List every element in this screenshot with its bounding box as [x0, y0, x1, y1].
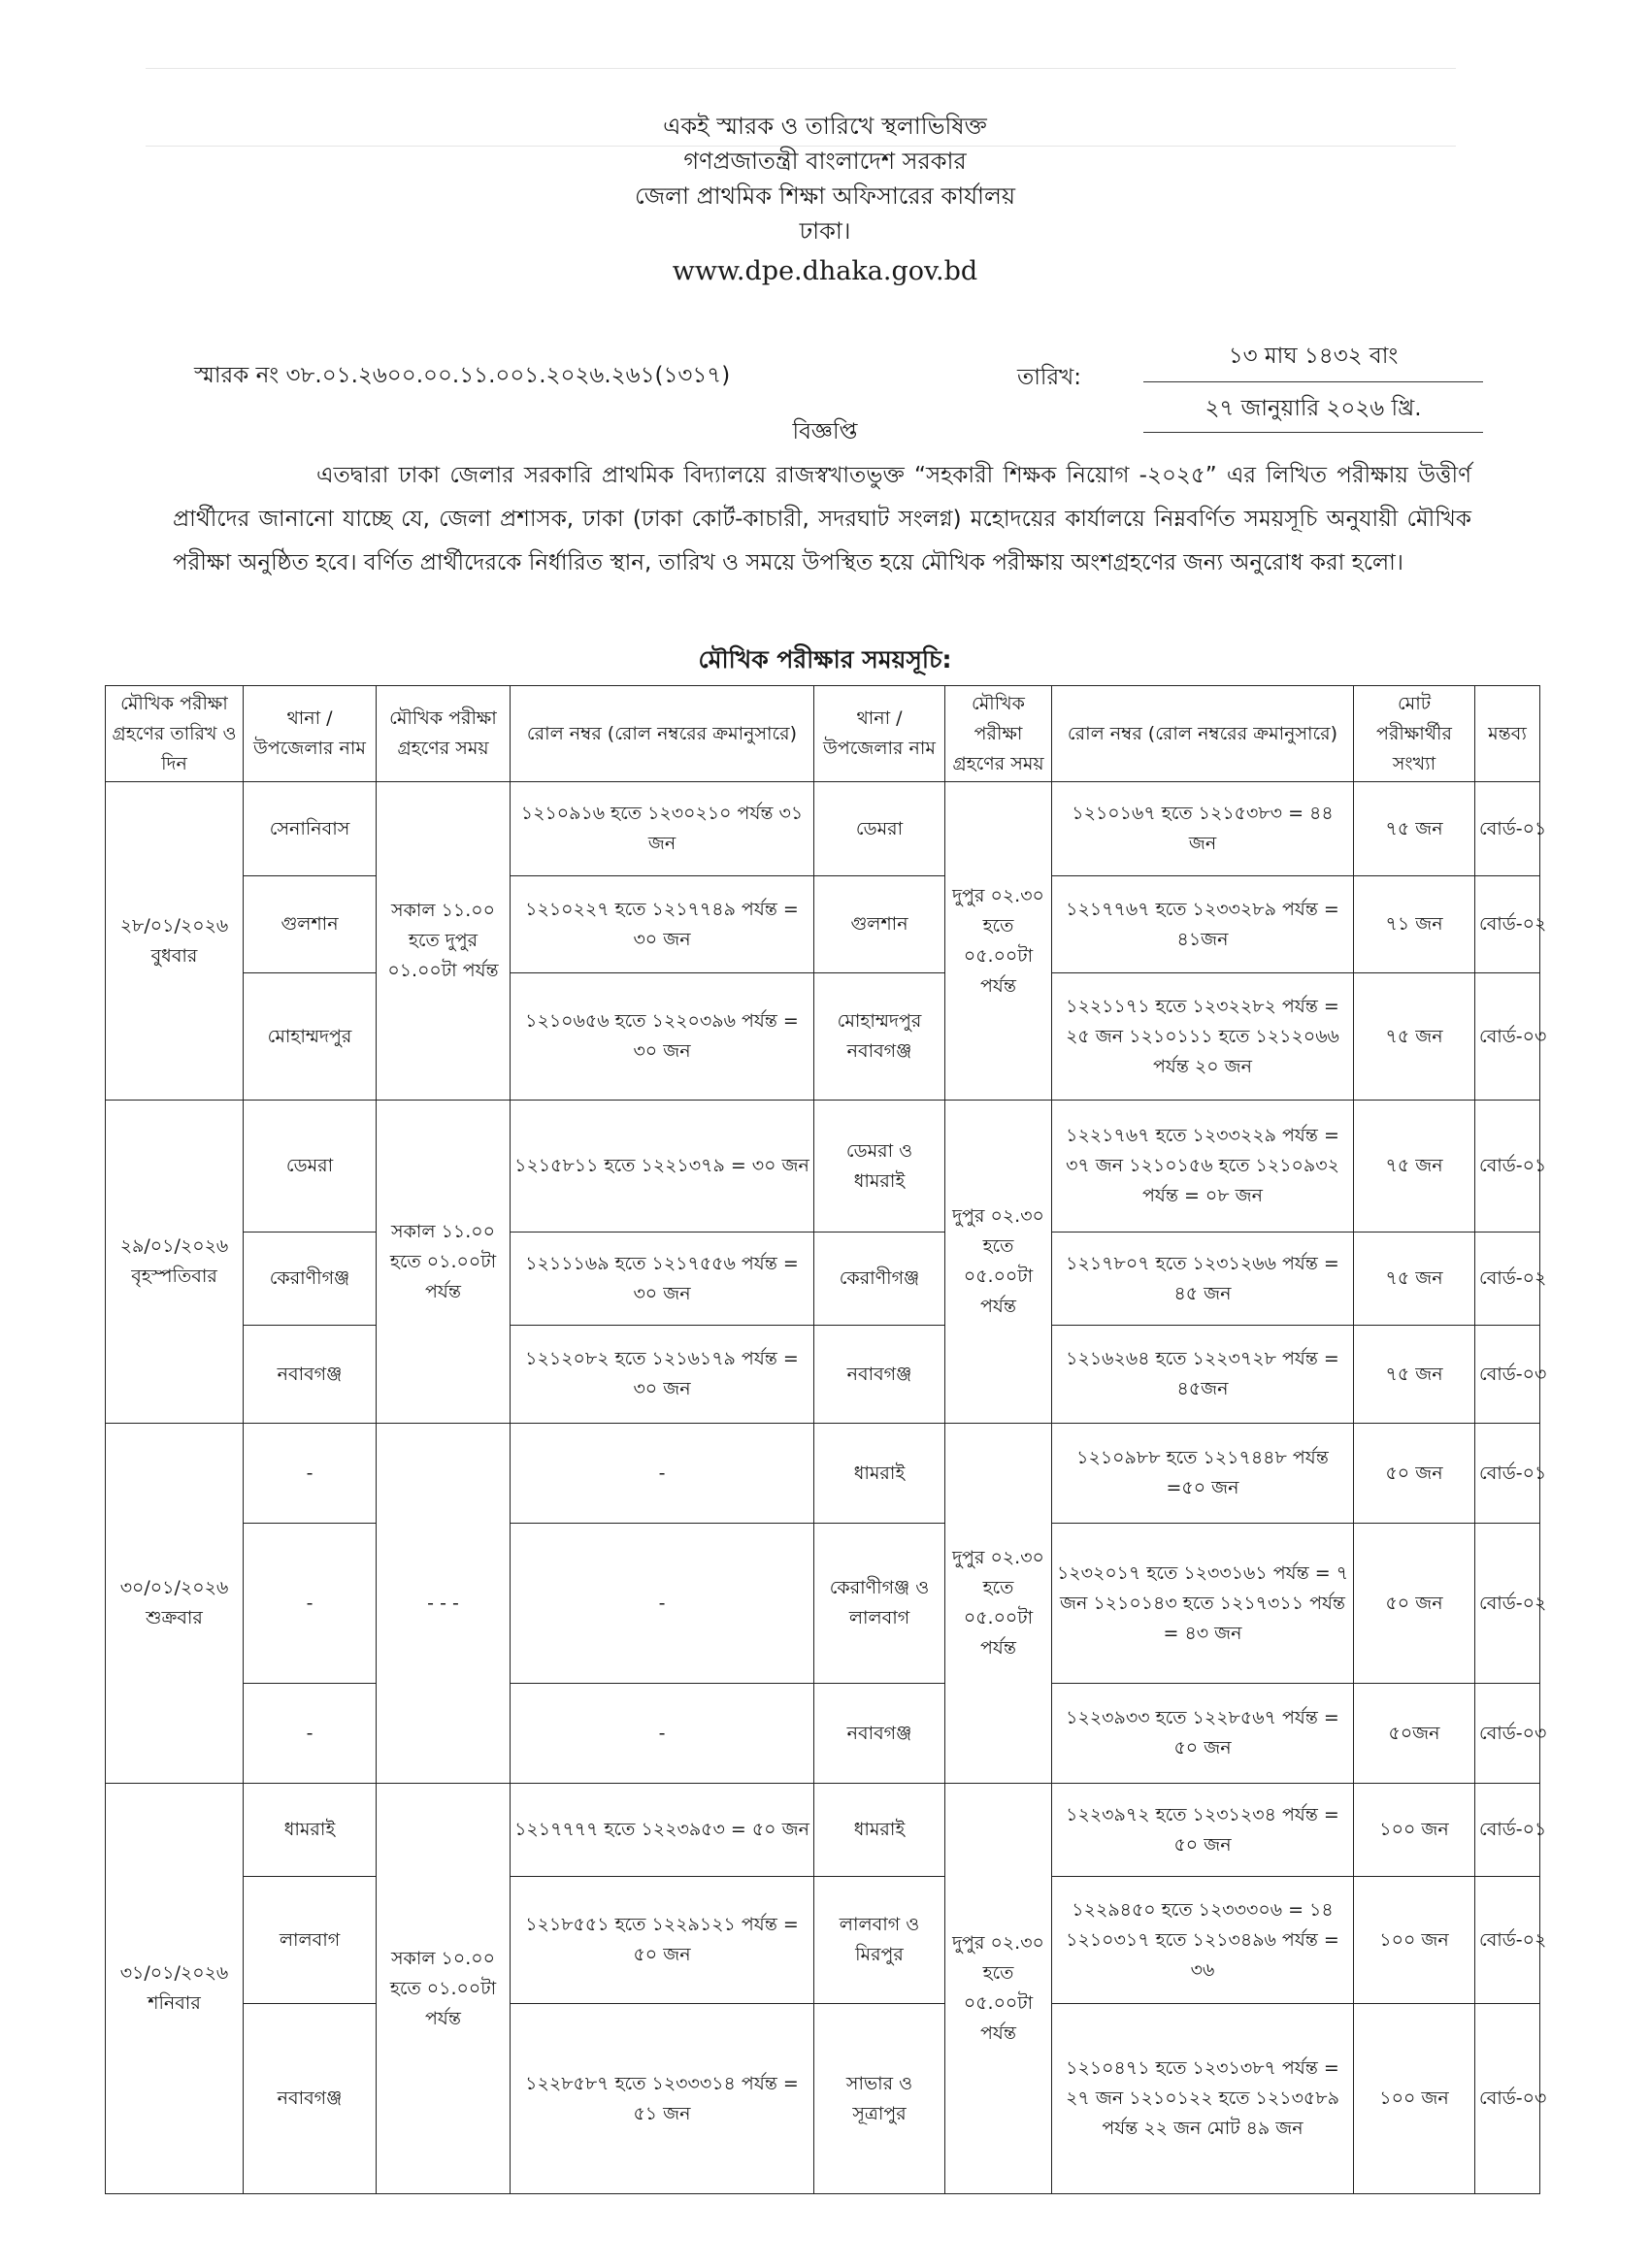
date-cell	[106, 782, 244, 1101]
upazila-afternoon: সাভার ও সূত্রাপুর	[814, 2004, 945, 2194]
board-remark: বোর্ড-০৩	[1475, 973, 1540, 1101]
upazila-afternoon: লালবাগ ও মিরপুর	[814, 1877, 945, 2004]
table-row	[106, 1784, 1540, 1877]
roll-morning: ১২১০৬৫৬ হতে ১২২০৩৯৬ পর্যন্ত = ৩০ জন	[511, 973, 814, 1101]
roll-morning: ১২১৮৫৫১ হতে ১২২৯১২১ পর্যন্ত = ৫০ জন	[511, 1877, 814, 2004]
day-name: শুক্রবার	[146, 1607, 203, 1628]
roll-afternoon: ১২২৯৪৫০ হতে ১২৩৩৩০৬ = ১৪ ১২১০৩১৭ হতে ১২১৩৪৯৬ পর্যন্ত = ৩৬	[1052, 1877, 1354, 2004]
upazila-morning: নবাবগঞ্জ	[244, 1326, 377, 1424]
notice-title: বিজ্ঞপ্তি	[792, 419, 858, 444]
header-roll-afternoon: রোল নম্বর (রোল নম্বরের ক্রমানুসারে)	[1052, 686, 1354, 782]
header-time-morning: মৌখিক পরীক্ষা গ্রহণের সময়	[377, 686, 511, 782]
roll-afternoon: ১২২১১৭১ হতে ১২৩২২৮২ পর্যন্ত = ২৫ জন ১২১০১১১ হতে ১২১২০৬৬ পর্যন্ত ২০ জন	[1052, 973, 1354, 1101]
total-count: ৭১ জন	[1354, 876, 1475, 973]
board-remark: বোর্ড-০১	[1475, 1784, 1540, 1877]
time-afternoon: দুপুর ০২.৩০ হতে ০৫.০০টা পর্যন্ত	[945, 1101, 1052, 1424]
board-remark: বোর্ড-০১	[1475, 1101, 1540, 1233]
upazila-morning: নবাবগঞ্জ	[244, 2004, 377, 2194]
header-remark: মন্তব্য	[1475, 686, 1540, 782]
table-row	[106, 1424, 1540, 1524]
time-morning: সকাল ১০.০০ হতে ০১.০০টা পর্যন্ত	[377, 1784, 511, 2194]
time-morning: - - -	[377, 1424, 511, 1784]
header-upazila-afternoon: থানা /উপজেলার নাম	[814, 686, 945, 782]
board-remark: বোর্ড-০২	[1475, 1233, 1540, 1326]
total-count: ৭৫ জন	[1354, 1326, 1475, 1424]
upazila-afternoon: ডেমরা	[814, 782, 945, 876]
date-english: ২৭ জানুয়ারি ২০২৬ খ্রি.	[1143, 382, 1483, 433]
total-count: ৭৫ জন	[1354, 1233, 1475, 1326]
date-value: ২৯/০১/২০২৬	[119, 1235, 229, 1257]
upazila-morning: মোহাম্মদপুর	[244, 973, 377, 1101]
header-date: মৌখিক পরীক্ষা গ্রহণের তারিখ ও দিন	[106, 686, 244, 782]
time-morning: সকাল ১১.০০ হতে ০১.০০টা পর্যন্ত	[377, 1101, 511, 1424]
upazila-afternoon: ধামরাই	[814, 1784, 945, 1877]
roll-morning: ১২১২০৮২ হতে ১২১৬১৭৯ পর্যন্ত = ৩০ জন	[511, 1326, 814, 1424]
total-count: ১০০ জন	[1354, 1877, 1475, 2004]
date-cell	[106, 1101, 244, 1424]
upazila-afternoon: ডেমরা ও ধামরাই	[814, 1101, 945, 1233]
roll-morning: ১২১১১৬৯ হতে ১২১৭৫৫৬ পর্যন্ত = ৩০ জন	[511, 1233, 814, 1326]
day-name: শনিবার	[148, 1992, 201, 2014]
table-row	[106, 1233, 1540, 1326]
header-roll-morning: রোল নম্বর (রোল নম্বরের ক্রমানুসারে)	[511, 686, 814, 782]
roll-afternoon: ১২১৭৭৬৭ হতে ১২৩৩২৮৯ পর্যন্ত = ৪১জন	[1052, 876, 1354, 973]
table-row	[106, 1684, 1540, 1784]
total-count: ৭৫ জন	[1354, 1101, 1475, 1233]
board-remark: বোর্ড-০১	[1475, 782, 1540, 876]
upazila-morning: সেনানিবাস	[244, 782, 377, 876]
header-government: গণপ্রজাতন্ত্রী বাংলাদেশ সরকার	[683, 148, 967, 175]
date-cell	[106, 1784, 244, 2194]
upazila-morning: গুলশান	[244, 876, 377, 973]
upazila-afternoon: গুলশান	[814, 876, 945, 973]
total-count: ৫০ জন	[1354, 1524, 1475, 1684]
roll-morning: ১২১৫৮১১ হতে ১২২১৩৭৯ = ৩০ জন	[511, 1101, 814, 1233]
roll-morning: ১২২৮৫৮৭ হতে ১২৩৩৩১৪ পর্যন্ত = ৫১ জন	[511, 2004, 814, 2194]
board-remark: বোর্ড-০২	[1475, 1877, 1540, 2004]
upazila-morning: -	[244, 1524, 377, 1684]
upazila-morning: কেরাণীগঞ্জ	[244, 1233, 377, 1326]
table-row	[106, 1524, 1540, 1684]
header-office: জেলা প্রাথমিক শিক্ষা অফিসারের কার্যালয়	[634, 182, 1016, 210]
roll-afternoon: ১২২৩৯৭২ হতে ১২৩১২৩৪ পর্যন্ত = ৫০ জন	[1052, 1784, 1354, 1877]
date-label: তারিখ:	[1017, 365, 1082, 390]
date-cell	[106, 1424, 244, 1784]
roll-morning: -	[511, 1424, 814, 1524]
header-total: মোট পরীক্ষার্থীর সংখ্যা	[1354, 686, 1475, 782]
upazila-afternoon: নবাবগঞ্জ	[814, 1684, 945, 1784]
roll-afternoon: ১২১৭৮০৭ হতে ১২৩১২৬৬ পর্যন্ত = ৪৫ জন	[1052, 1233, 1354, 1326]
table-row	[106, 1101, 1540, 1233]
date-value: ২৮/০১/২০২৬	[119, 914, 229, 937]
board-remark: বোর্ড-০২	[1475, 876, 1540, 973]
table-row	[106, 2004, 1540, 2194]
table-row	[106, 782, 1540, 876]
time-afternoon: দুপুর ০২.৩০ হতে ০৫.০০টা পর্যন্ত	[945, 1784, 1052, 2194]
total-count: ১০০ জন	[1354, 1784, 1475, 1877]
upazila-afternoon: নবাবগঞ্জ	[814, 1326, 945, 1424]
upazila-afternoon: কেরাণীগঞ্জ ও লালবাগ	[814, 1524, 945, 1684]
table-row	[106, 973, 1540, 1101]
table-row	[106, 876, 1540, 973]
roll-morning: ১২১৭৭৭৭ হতে ১২২৩৯৫৩ = ৫০ জন	[511, 1784, 814, 1877]
time-morning: সকাল ১১.০০ হতে দুপুর ০১.০০টা পর্যন্ত	[377, 782, 511, 1101]
schedule-title: মৌখিক পরীক্ষার সময়সূচি:	[698, 645, 952, 674]
upazila-morning: -	[244, 1684, 377, 1784]
board-remark: বোর্ড-০৩	[1475, 1684, 1540, 1784]
roll-morning: ১২১০৯১৬ হতে ১২৩০২১০ পর্যন্ত ৩১ জন	[511, 782, 814, 876]
total-count: ১০০ জন	[1354, 2004, 1475, 2194]
date-value: ৩০/০১/২০২৬	[119, 1577, 229, 1598]
show-through-line	[146, 68, 1456, 69]
notice-body: এতদ্বারা ঢাকা জেলার সরকারি প্রাথমিক বিদ্যালয়ে রাজস্বখাতভুক্ত “সহকারী শিক্ষক নিয়োগ -২০২৫” এর লিখিত পরীক্ষায় উত্তীর্ণ প্রার্থীদের জানানো যাচ্ছে যে, জেলা প্রশাসক, ঢাকা (ঢাকা কোর্ট-কাচারী, সদরঘাট সংলগ্ন) মহোদয়ের কার্যালয়ে নিম্নবর্ণিত সময়সূচি অনুযায়ী মৌখিক পরীক্ষা অনুষ্ঠিত হবে। বর্ণিত প্রার্থীদেরকে নির্ধারিত স্থান, তারিখ ও সময়ে উপস্থিত হয়ে মৌখিক পরীক্ষায় অংশগ্রহণের জন্য অনুরোধ করা হলো।	[173, 463, 1471, 575]
board-remark: বোর্ড-০৩	[1475, 1326, 1540, 1424]
table-header-row	[106, 686, 1540, 782]
roll-morning: -	[511, 1684, 814, 1784]
total-count: ৭৫ জন	[1354, 782, 1475, 876]
roll-afternoon: ১২২৩৯৩৩ হতে ১২২৮৫৬৭ পর্যন্ত = ৫০ জন	[1052, 1684, 1354, 1784]
table-row	[106, 1326, 1540, 1424]
schedule-table	[105, 685, 1547, 2194]
total-count: ৫০ জন	[1354, 1424, 1475, 1524]
board-remark: বোর্ড-০১	[1475, 1424, 1540, 1524]
roll-afternoon: ১২১৬২৬৪ হতে ১২২৩৭২৮ পর্যন্ত = ৪৫জন	[1052, 1326, 1354, 1424]
upazila-morning: ডেমরা	[244, 1101, 377, 1233]
roll-afternoon: ১২১০৪৭১ হতে ১২৩১৩৮৭ পর্যন্ত = ২৭ জন ১২১০১২২ হতে ১২১৩৫৮৯ পর্যন্ত ২২ জন মোট ৪৯ জন	[1052, 2004, 1354, 2194]
header-website[interactable]: www.dpe.dhaka.gov.bd	[672, 256, 978, 286]
header-time-afternoon: মৌখিক পরীক্ষা গ্রহণের সময়	[945, 686, 1052, 782]
roll-morning: ১২১০২২৭ হতে ১২১৭৭৪৯ পর্যন্ত = ৩০ জন	[511, 876, 814, 973]
time-afternoon: দুপুর ০২.৩০ হতে ০৫.০০টা পর্যন্ত	[945, 1424, 1052, 1784]
time-afternoon: দুপুর ০২.৩০ হতে ০৫.০০টা পর্যন্ত	[945, 782, 1052, 1101]
roll-afternoon: ১২১০১৬৭ হতে ১২১৫৩৮৩ = ৪৪ জন	[1052, 782, 1354, 876]
header-city: ঢাকা।	[799, 217, 851, 245]
board-remark: বোর্ড-০৩	[1475, 2004, 1540, 2194]
upazila-morning: ধামরাই	[244, 1784, 377, 1877]
roll-afternoon: ১২১০৯৮৮ হতে ১২১৭৪৪৮ পর্যন্ত =৫০ জন	[1052, 1424, 1354, 1524]
date-value: ৩১/০১/২০২৬	[119, 1962, 229, 1984]
upazila-afternoon: ধামরাই	[814, 1424, 945, 1524]
total-count: ৫০জন	[1354, 1684, 1475, 1784]
day-name: বৃহস্পতিবার	[131, 1265, 217, 1287]
table-row	[106, 1877, 1540, 2004]
header-superseded-note: একই স্মারক ও তারিখে স্থলাভিষিক্ত	[663, 113, 987, 140]
memo-number: স্মারক নং ৩৮.০১.২৬০০.০০.১১.০০১.২০২৬.২৬১(১৩১৭)	[194, 363, 731, 388]
total-count: ৭৫ জন	[1354, 973, 1475, 1101]
upazila-afternoon: মোহাম্মদপুর নবাবগঞ্জ	[814, 973, 945, 1101]
upazila-afternoon: কেরাণীগঞ্জ	[814, 1233, 945, 1326]
upazila-morning: লালবাগ	[244, 1877, 377, 2004]
day-name: বুধবার	[150, 944, 198, 967]
roll-afternoon: ১২২১৭৬৭ হতে ১২৩৩২২৯ পর্যন্ত = ৩৭ জন ১২১০১৫৬ হতে ১২১০৯৩২ পর্যন্ত = ০৮ জন	[1052, 1101, 1354, 1233]
roll-afternoon: ১২৩২০১৭ হতে ১২৩৩১৬১ পর্যন্ত = ৭ জন ১২১০১৪৩ হতে ১২১৭৩১১ পর্যন্ত = ৪৩ জন	[1052, 1524, 1354, 1684]
letterhead	[0, 109, 1650, 289]
roll-morning: -	[511, 1524, 814, 1684]
board-remark: বোর্ড-০২	[1475, 1524, 1540, 1684]
header-upazila-morning: থানা /উপজেলার নাম	[244, 686, 377, 782]
date-bangla: ১৩ মাঘ ১৪৩২ বাং	[1143, 338, 1483, 382]
upazila-morning: -	[244, 1424, 377, 1524]
